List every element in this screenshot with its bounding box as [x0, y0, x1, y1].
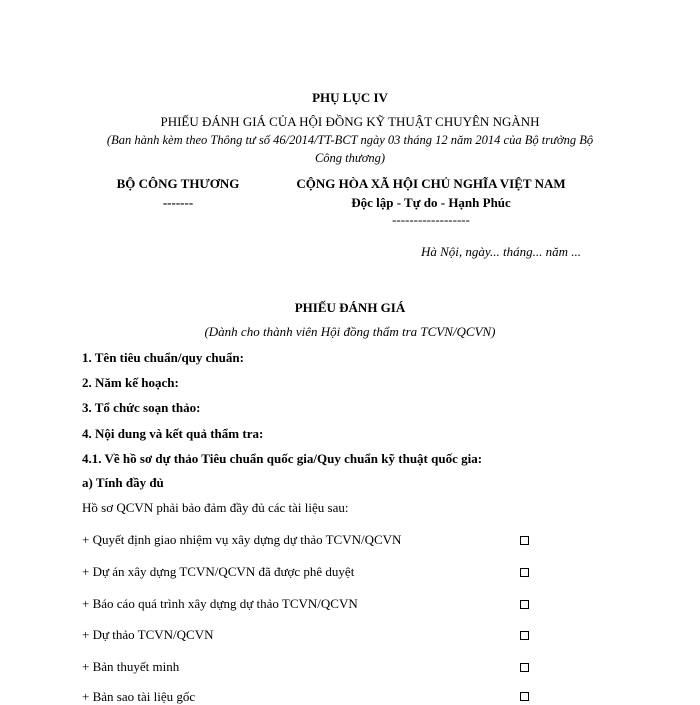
issued-note-line1: (Ban hành kèm theo Thông tư số 46/2014/TT-BCT ngày 03 tháng 12 năm 2014 của Bộ trưởng Bộ [106, 133, 594, 147]
ministry-rule: ------- [162, 195, 194, 210]
checkbox[interactable] [520, 600, 529, 609]
item-drafting-org: 3. Tổ chức soạn thảo: [82, 400, 201, 415]
checkbox[interactable] [520, 631, 529, 640]
checklist-item: + Dự án xây dựng TCVN/QCVN đã được phê duyệt [82, 564, 355, 579]
appendix-title: PHỤ LỤC IV [312, 90, 388, 105]
dossier-intro: Hồ sơ QCVN phải bảo đảm đầy đủ các tài liệu sau: [82, 500, 349, 515]
checklist-item: + Quyết định giao nhiệm vụ xây dựng dự thảo TCVN/QCVN [82, 532, 402, 547]
item-plan-year: 2. Năm kế hoạch: [82, 375, 179, 390]
evaluation-form-title: PHIẾU ĐÁNH GIÁ [294, 300, 406, 315]
item-standard-name: 1. Tên tiêu chuẩn/quy chuẩn: [82, 350, 244, 365]
checkbox[interactable] [520, 536, 529, 545]
section-completeness: a) Tính đầy đủ [82, 475, 164, 490]
form-heading: PHIẾU ĐÁNH GIÁ CỦA HỘI ĐỒNG KỸ THUẬT CHUYÊN NGÀNH [160, 114, 540, 129]
motto-rule: ------------------ [392, 212, 470, 227]
evaluation-form-subtitle: (Dành cho thành viên Hội đồng thẩm tra TCVN/QCVN) [204, 324, 496, 339]
checkbox[interactable] [520, 568, 529, 577]
checklist-item: + Bản thuyết minh [82, 659, 180, 674]
nation-name: CỘNG HÒA XÃ HỘI CHỦ NGHĨA VIỆT NAM [296, 176, 566, 191]
place-date: Hà Nội, ngày... tháng... năm ... [421, 244, 581, 259]
checklist-item: + Bản sao tài liệu gốc [82, 689, 196, 704]
checklist-item: + Dự thảo TCVN/QCVN [82, 627, 214, 642]
item-dossier: 4.1. Về hồ sơ dự thảo Tiêu chuẩn quốc gia/Quy chuẩn kỹ thuật quốc gia: [82, 451, 483, 466]
checkbox[interactable] [520, 663, 529, 672]
checklist-item: + Báo cáo quá trình xây dựng dự thảo TCVN/QCVN [82, 596, 358, 611]
item-review-content: 4. Nội dung và kết quả thẩm tra: [82, 426, 264, 441]
issued-note-line2: Công thương) [314, 151, 386, 165]
national-motto: Độc lập - Tự do - Hạnh Phúc [351, 195, 511, 210]
ministry-name: BỘ CÔNG THƯƠNG [116, 176, 240, 191]
